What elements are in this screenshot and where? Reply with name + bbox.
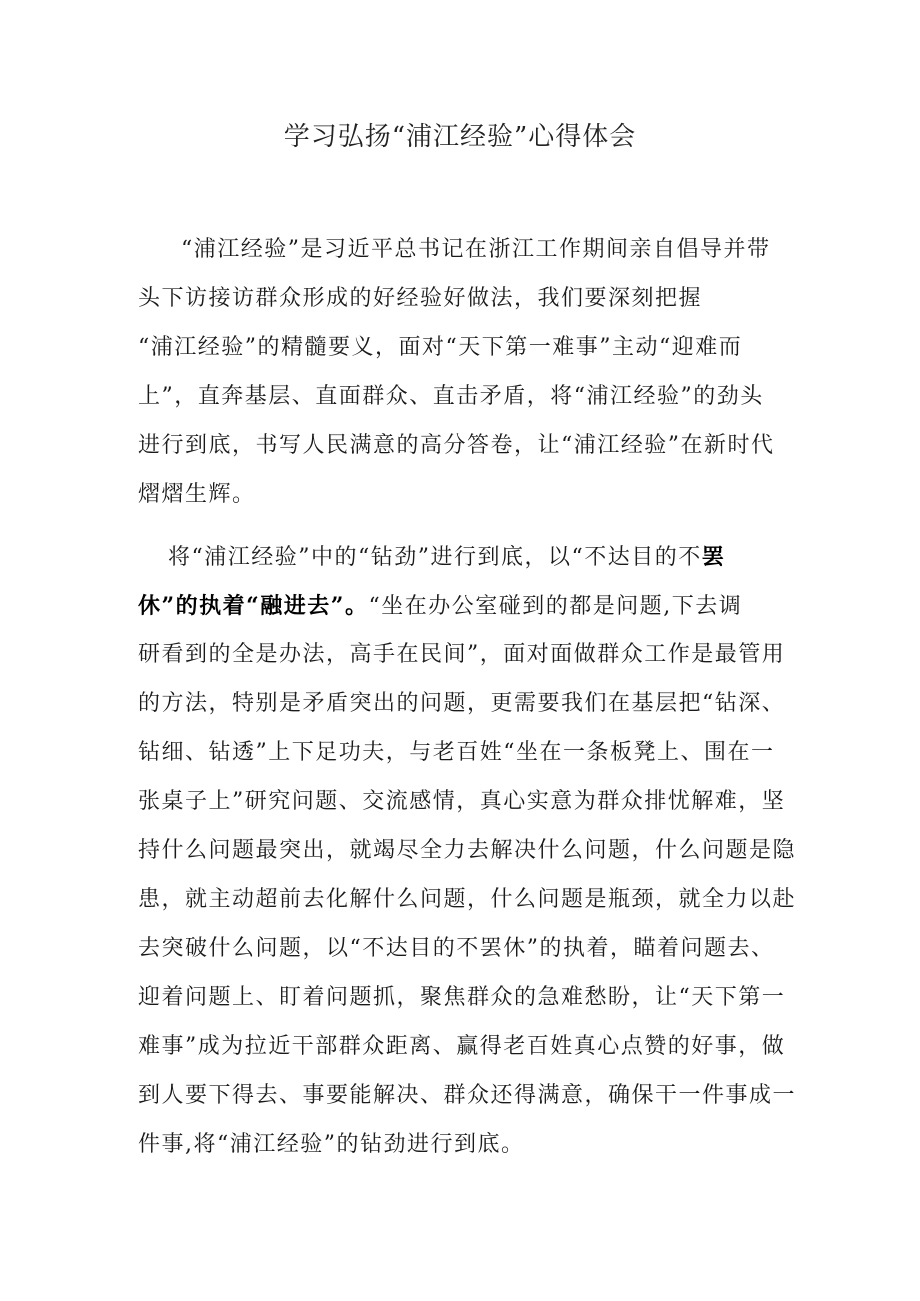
- paragraph-2-line-11: 难事”成为拉近干部群众距离、赢得老百姓真心点赞的好事，做: [138, 1034, 786, 1059]
- paragraph-2-line-3: 研看到的全是办法，高手在民间”，面对面做群众工作是最管用: [138, 642, 786, 667]
- paragraph-2-line-2-bold: 休”的执着“融进去”。: [138, 593, 369, 619]
- paragraph-2-line-2: [138, 586, 742, 626]
- paragraph-2-line-2-text: “坐在办公室碰到的都是问题,下去调: [368, 594, 743, 619]
- paragraph-2-line-12: 到人要下得去、事要能解决、群众还得满意，确保干一件事成一: [138, 1083, 797, 1108]
- paragraph-2-line-6: 张桌子上”研究问题、交流感情，真心实意为群众排忧解难，坚: [138, 789, 786, 814]
- paragraph-2-line-1: [168, 537, 725, 577]
- paragraph-2-line-1-text: 将“浦江经验”中的“钻劲”进行到底，以“不达目的不: [168, 545, 702, 570]
- paragraph-2-line-10: 迎着问题上、盯着问题抓，聚焦群众的急难愁盼，让“天下第一: [138, 985, 786, 1010]
- paragraph-2-line-9: 去突破什么问题，以“不达目的不罢休”的执着，瞄着问题去、: [138, 936, 775, 961]
- paragraph-2-line-1-bold: 罢: [701, 544, 726, 570]
- paragraph-1-line-6: 熠熠生辉。: [138, 482, 256, 507]
- page-title: 学习弘扬“浦江经验”心得体会: [283, 122, 637, 152]
- paragraph-2-line-8: 患，就主动超前去化解什么问题，什么问题是瓶颈，就全力以赴: [138, 887, 797, 912]
- paragraph-1-line-2: 头下访接访群众形成的好经验好做法，我们要深刻把握: [138, 286, 703, 311]
- paragraph-2-line-13: 件事,将“浦江经验”的钻劲进行到底。: [138, 1132, 525, 1157]
- paragraph-1-line-3: “浦江经验”的精髓要义，面对“天下第一难事”主动“迎难而: [138, 335, 743, 360]
- paragraph-1-line-1: “浦江经验”是习近平总书记在浙江工作期间亲自倡导并带: [181, 237, 771, 262]
- paragraph-2-line-7: 持什么问题最突出，就竭尽全力去解决什么问题，什么问题是隐: [138, 838, 797, 863]
- paragraph-1-line-4: 上”，直奔基层、直面群众、直击矛盾，将“浦江经验”的劲头: [138, 384, 764, 409]
- paragraph-2-line-5: 钻细、钻透”上下足功夫，与老百姓“坐在一条板凳上、围在一: [138, 740, 775, 765]
- paragraph-2-line-4: 的方法，特别是矛盾突出的问题，更需要我们在基层把“钻深、: [138, 691, 786, 716]
- paragraph-1-line-5: 进行到底，书写人民满意的高分答卷，让“浦江经验”在新时代: [138, 433, 775, 458]
